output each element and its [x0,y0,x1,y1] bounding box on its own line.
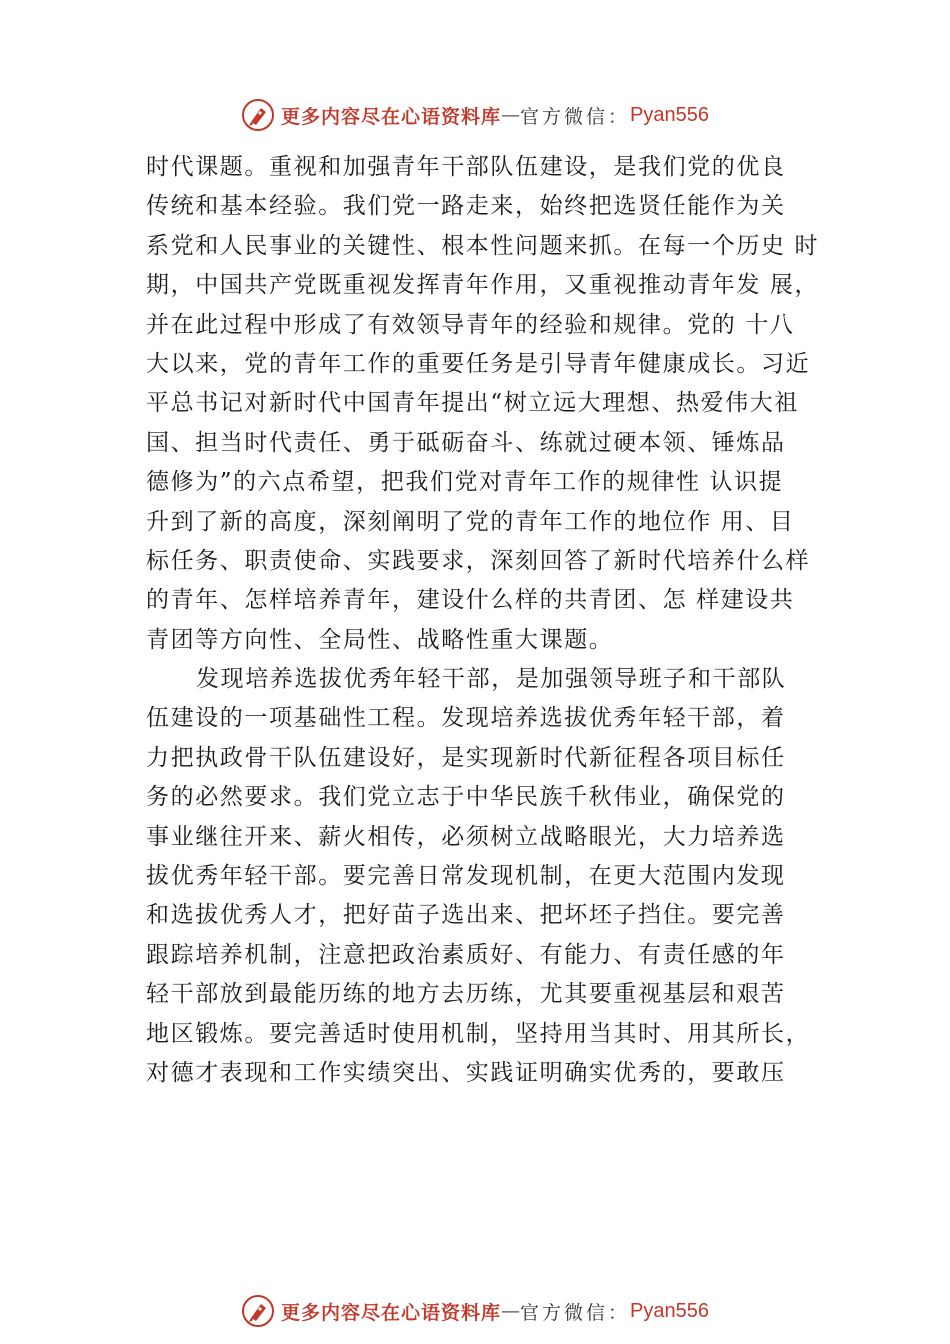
text-line: 传统和基本经验。我们党一路走来，始终把选贤任能作为关 [146,193,786,220]
text-line: 标任务、职责使命、实践要求，深刻回答了新时代培养什么样 [146,547,811,574]
text-line: 轻干部放到最能历练的地方去历练，尤其要重视基层和艰苦 [146,981,786,1008]
header-separator: — [501,104,521,126]
text-line: 平总书记对新时代中国青年提出“树立远大理想、热爱伟大祖 [146,390,799,417]
header-banner [0,95,950,135]
text-line: 的青年、怎样培养青年，建设什么样的共青团、怎 样建设共 [146,587,795,614]
footer-wechat-label: 官方微信： [520,1301,631,1324]
header-wechat-label: 官方微信： [520,105,631,128]
text-line: 务的必然要求。我们党立志于中华民族千秋伟业，确保党的 [146,784,786,811]
text-line: 升到了新的高度，深刻阐明了党的青年工作的地位作 用、目 [146,508,795,535]
text-line: 时代课题。重视和加强青年干部队伍建设，是我们党的优良 [146,154,786,180]
text-line: 事业继往开来、薪火相传，必须树立战略眼光，大力培养选 [146,823,786,850]
footer-banner [0,1291,950,1331]
text-line: 德修为”的六点希望，把我们党对青年工作的规律性 认识提 [146,469,784,496]
footer-site-text: 更多内容尽在心语资料库 [281,1301,502,1324]
footer-separator: — [501,1300,521,1322]
text-line: 并在此过程中形成了有效领导青年的经验和规律。党的 十八 [146,311,795,338]
text-line: 国、担当时代责任、勇于砥砺奋斗、练就过硬本领、锤炼品 [146,429,786,456]
text-line: 和选拔优秀人才，把好苗子选出来、把坏坯子挡住。要完善 [146,902,786,929]
text-line: 力把执政骨干队伍建设好，是实现新时代新征程各项目标任 [146,744,786,771]
pen-nib-logo-icon [241,98,275,132]
text-line: 对德才表现和工作实绩突出、实践证明确实优秀的，要敢压 [146,1059,786,1086]
text-line: 拔优秀年轻干部。要完善日常发现机制，在更大范围内发现 [146,863,786,890]
text-line: 伍建设的一项基础性工程。发现培养选拔优秀年轻干部，着 [146,705,786,732]
pen-nib-logo-icon [241,1294,275,1328]
text-line: 系党和人民事业的关键性、根本性问题来抓。在每一个历史 时 [146,232,820,259]
text-line: 地区锻炼。要完善适时使用机制，坚持用当其时、用其所长， [146,1020,811,1047]
paragraph-start-line: 发现培养选拔优秀年轻干部，是加强领导班子和干部队 [196,666,787,693]
text-line: 期，中国共产党既重视发挥青年作用，又重视推动青年发 展， [146,272,820,299]
text-line: 跟踪培养机制，注意把政治素质好、有能力、有责任感的年 [146,941,786,968]
document-body [146,148,836,1093]
text-line: 青团等方向性、全局性、战略性重大课题。 [146,626,614,653]
header-wechat-id: Pyan556 [630,103,709,126]
footer-wechat-id: Pyan556 [630,1299,709,1322]
text-line: 大以来，党的青年工作的重要任务是引导青年健康成长。习近 [146,350,811,377]
header-site-text: 更多内容尽在心语资料库 [281,105,502,128]
